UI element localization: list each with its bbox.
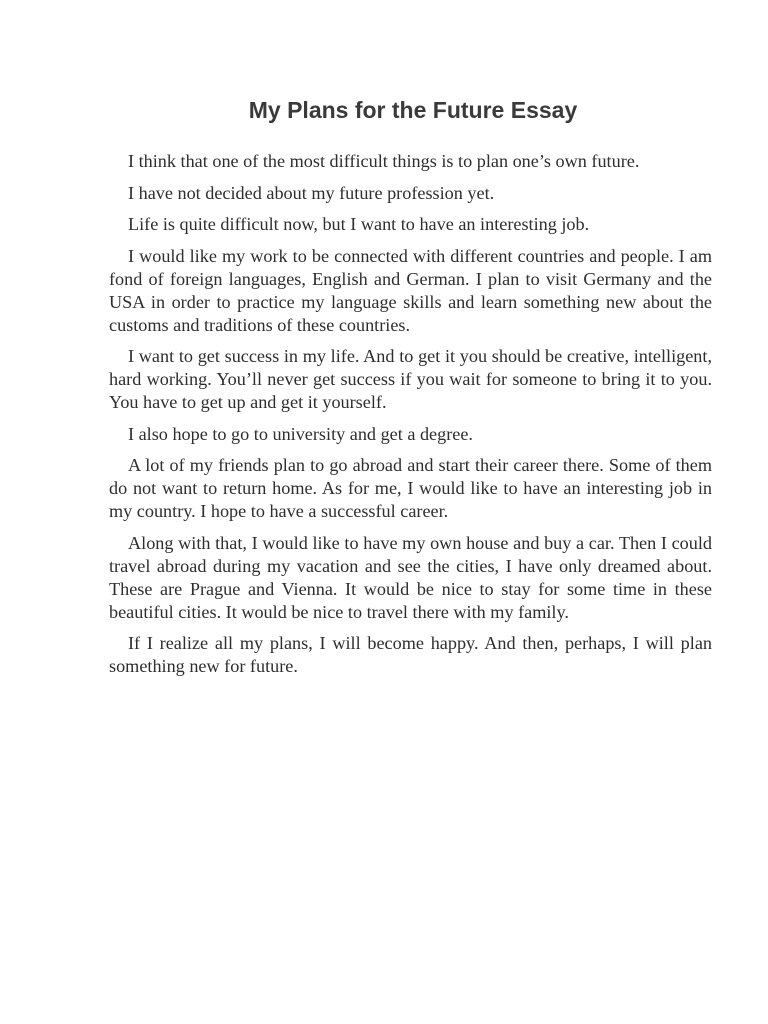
essay-body <box>109 150 712 687</box>
paragraph: If I realize all my plans, I will become happy. And then, perhaps, I will plan something new for future. <box>109 633 712 676</box>
paragraph: Along with that, I would like to have my own house and buy a car. Then I could travel abroad during my vacation and see the cities, I have only dreamed about. These are Prague and Vienna. It would be nice to stay for some time in these beautiful cities. It would be nice to travel there with my family. <box>109 532 712 622</box>
paragraph: Life is quite difficult now, but I want to have an interesting job. <box>128 214 590 234</box>
paragraph: I want to get success in my life. And to get it you should be creative, intelligent, hard working. You’ll never get success if you wait for someone to bring it to you. You have to get up and get it yourself. <box>109 346 712 412</box>
paragraph: I have not decided about my future profession yet. <box>128 182 495 203</box>
paragraph: I think that one of the most difficult things is to plan one’s own future. <box>128 151 640 171</box>
paragraph: I also hope to go to university and get a degree. <box>128 423 473 444</box>
document-title: My Plans for the Future Essay <box>248 97 578 123</box>
paragraph: A lot of my friends plan to go abroad and start their career there. Some of them do not want to return home. As for me, I would like to have an interesting job in my country. I hope to have a successful career. <box>109 455 712 521</box>
paragraph: I would like my work to be connected with different countries and people. I am fond of foreign languages, English and German. I plan to visit Germany and the USA in order to practice my language skills and learn something new about the customs and traditions of these countries. <box>109 245 712 335</box>
